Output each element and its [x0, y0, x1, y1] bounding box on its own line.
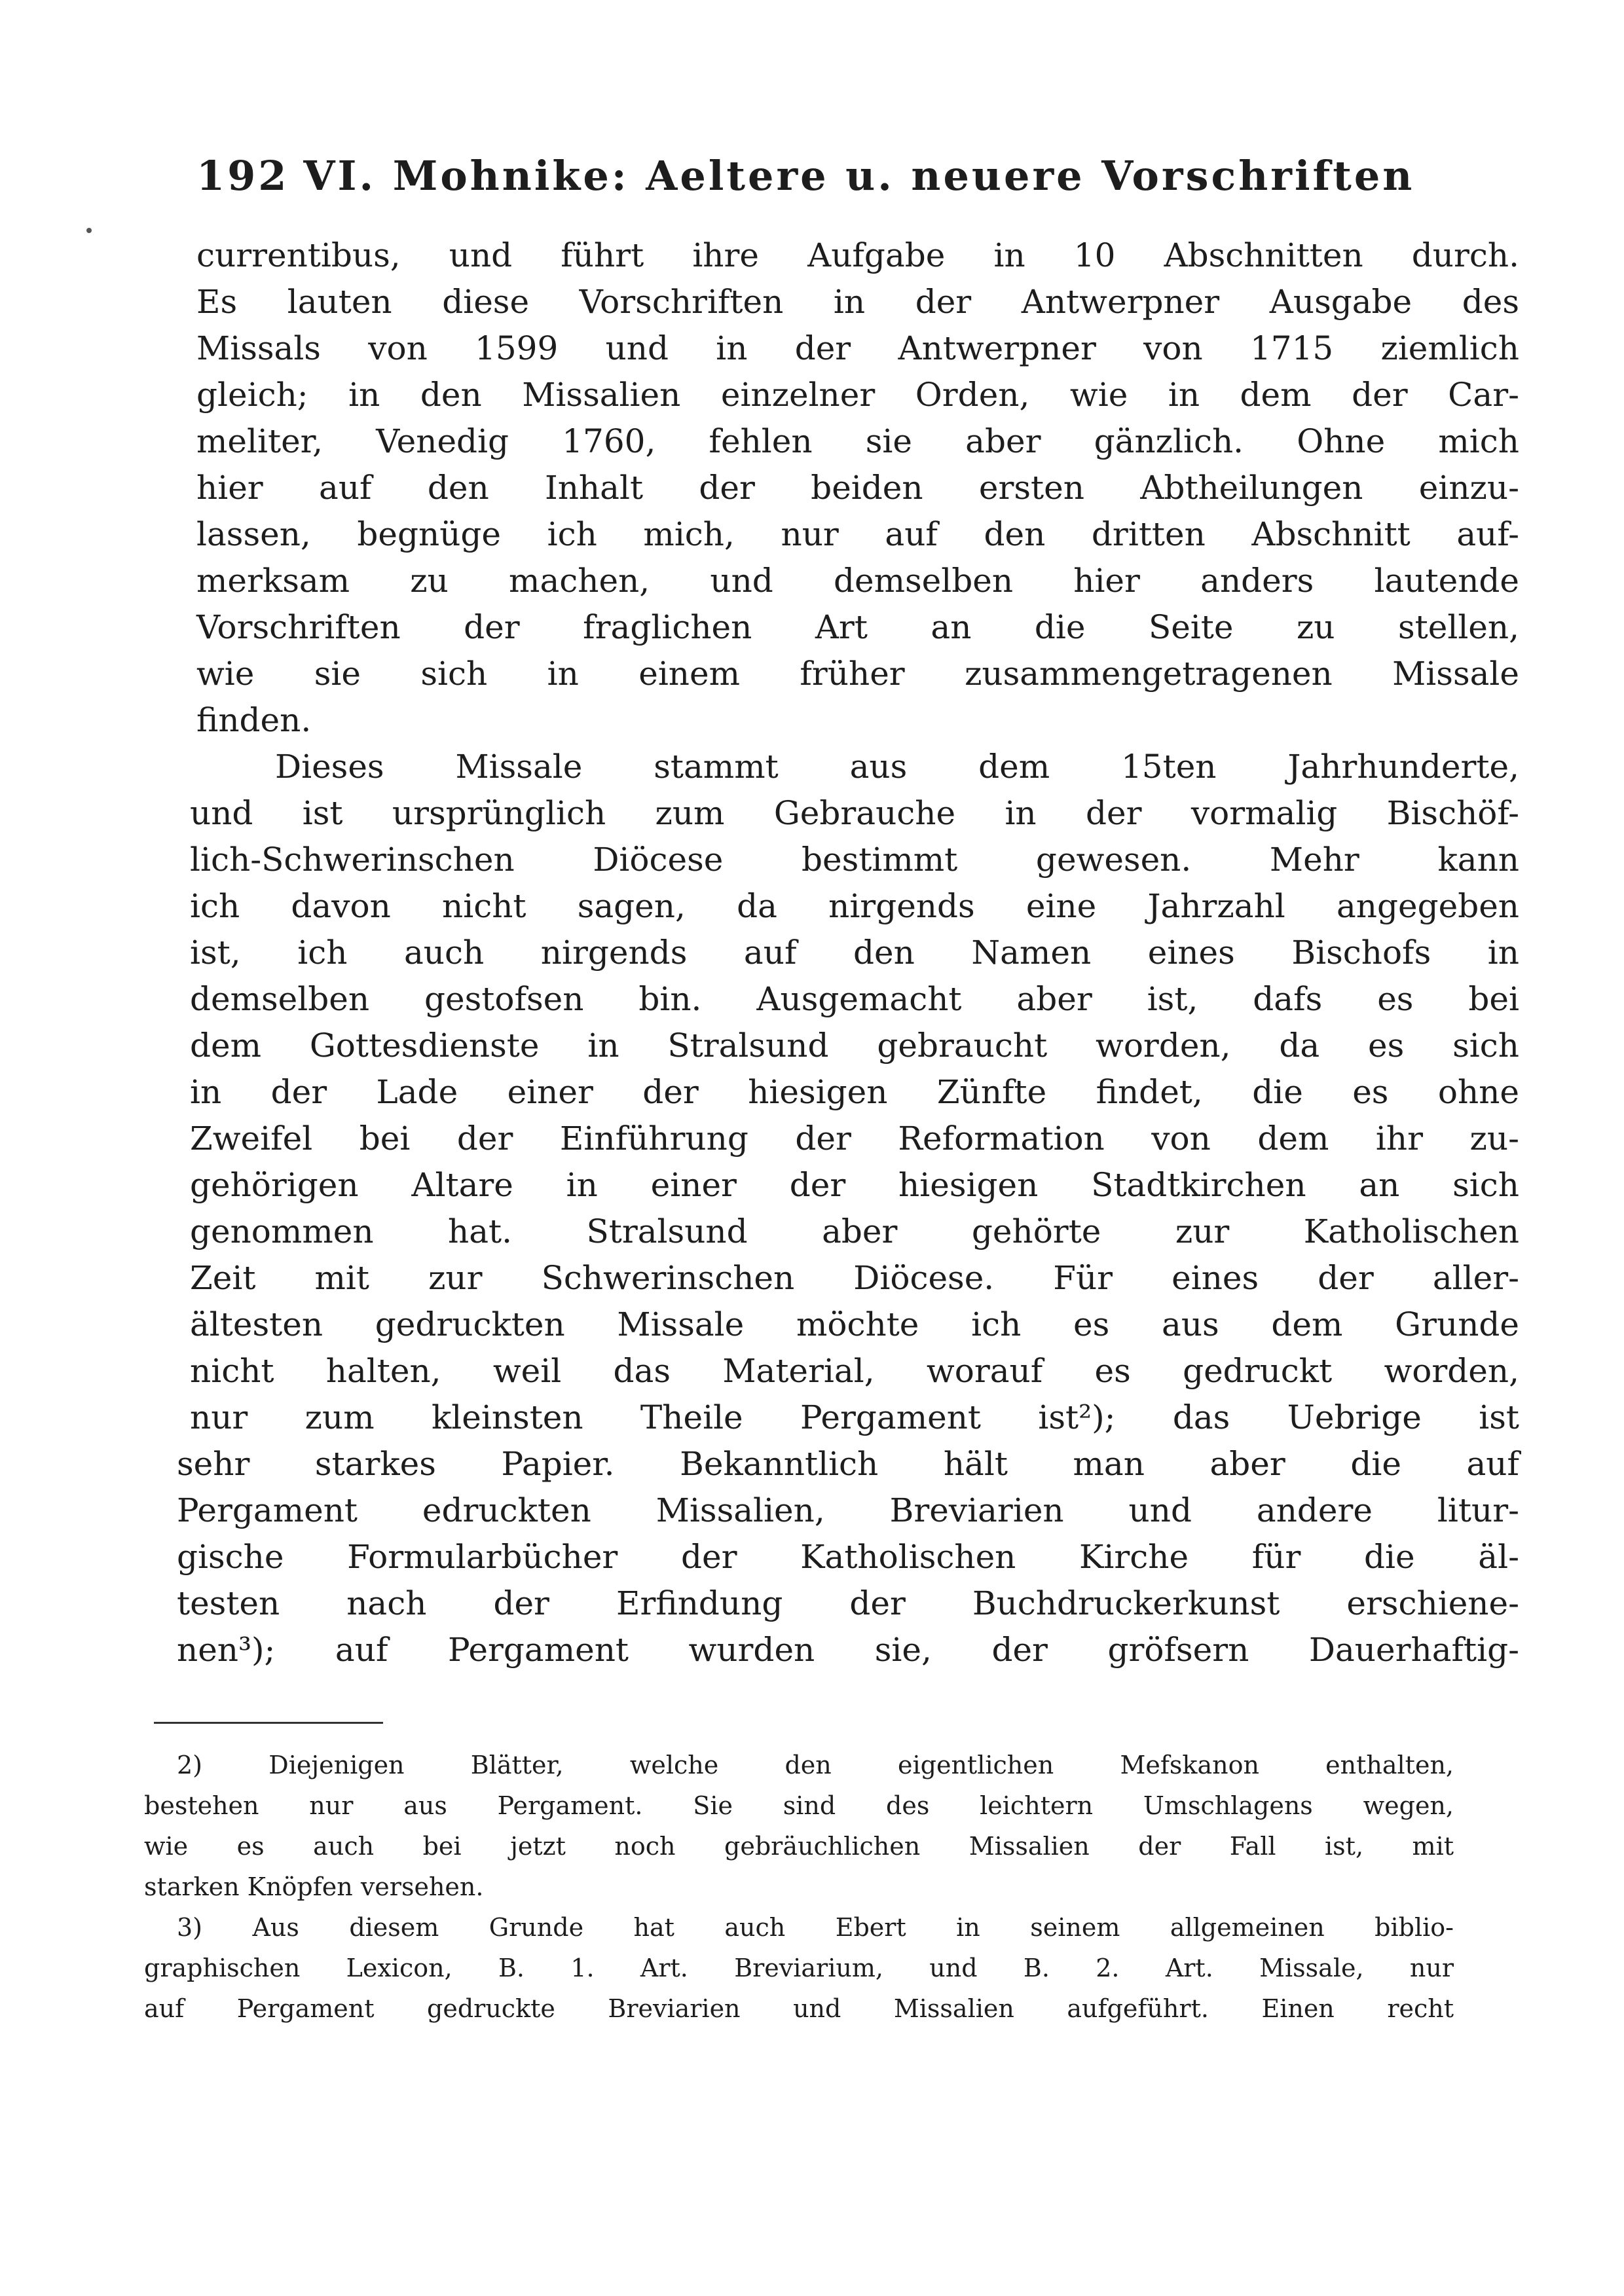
- text-line: meliter, Venedig 1760, fehlen sie aber gänzlich. Ohne mich: [196, 422, 1519, 460]
- text-line: ältesten gedruckten Missale möchte ich es aus dem Grunde: [190, 1305, 1519, 1343]
- text-line: testen nach der Erfindung der Buchdruckerkunst erschiene-: [177, 1584, 1519, 1622]
- footnote-line: 3) Aus diesem Grunde hat auch Ebert in seinem allgemeinen biblio-: [177, 1913, 1454, 1942]
- body-text: [177, 232, 1519, 1673]
- text-line: und ist ursprünglich zum Gebrauche in der vormalig Bischöf-: [190, 794, 1519, 832]
- text-line: genommen hat. Stralsund aber gehörte zur Katholischen: [190, 1212, 1519, 1250]
- text-line: dem Gottesdienste in Stralsund gebraucht worden, da es sich: [190, 1027, 1519, 1065]
- text-line: in der Lade einer der hiesigen Zünfte findet, die es ohne: [190, 1073, 1519, 1111]
- text-line: nen³); auf Pergament wurden sie, der gröfsern Dauerhaftig-: [177, 1631, 1519, 1669]
- footnotes: [144, 1745, 1454, 2029]
- text-line: lich-Schwerinschen Diöcese bestimmt gewesen. Mehr kann: [190, 841, 1519, 879]
- text-line: nicht halten, weil das Material, worauf es gedruckt worden,: [190, 1352, 1519, 1390]
- text-line: Zeit mit zur Schwerinschen Diöcese. Für eines der aller-: [190, 1259, 1519, 1297]
- footnote-line: wie es auch bei jetzt noch gebräuchlichen Missalien der Fall ist, mit: [144, 1832, 1454, 1861]
- text-line: nur zum kleinsten Theile Pergament ist²); das Uebrige ist: [190, 1398, 1519, 1436]
- text-line: sehr starkes Papier. Bekanntlich hält man aber die auf: [177, 1445, 1519, 1483]
- text-line: demselben gestofsen bin. Ausgemacht aber ist, dafs es bei: [190, 980, 1519, 1018]
- footnote-separator: [154, 1722, 383, 1724]
- text-line: Zweifel bei der Einführung der Reformation von dem ihr zu-: [190, 1120, 1519, 1157]
- text-line: gehörigen Altare in einer der hiesigen Stadtkirchen an sich: [190, 1166, 1519, 1204]
- text-line: wie sie sich in einem früher zusammengetragenen Missale: [196, 655, 1519, 693]
- footnote-line: auf Pergament gedruckte Breviarien und Missalien aufgeführt. Einen recht: [144, 1994, 1454, 2023]
- page-number: 192: [196, 152, 289, 200]
- running-title: VI. Mohnike: Aeltere u. neuere Vorschriften: [303, 152, 1415, 200]
- text-line: hier auf den Inhalt der beiden ersten Abtheilungen einzu-: [196, 469, 1519, 507]
- footnote-line: starken Knöpfen versehen.: [144, 1872, 484, 1901]
- text-line: Missals von 1599 und in der Antwerpner von 1715 ziemlich: [196, 329, 1519, 367]
- text-line: finden.: [196, 701, 312, 739]
- running-header: [196, 152, 1519, 200]
- text-line: merksam zu machen, und demselben hier anders lautende: [196, 562, 1519, 600]
- footnote-line: 2) Diejenigen Blätter, welche den eigentlichen Mefskanon enthalten,: [177, 1751, 1454, 1779]
- text-line: gische Formularbücher der Katholischen Kirche für die äl-: [177, 1538, 1519, 1576]
- paragraph-start-line: Dieses Missale stammt aus dem 15ten Jahrhunderte,: [275, 748, 1519, 786]
- text-line: Es lauten diese Vorschriften in der Antwerpner Ausgabe des: [196, 283, 1519, 321]
- footnote-line: graphischen Lexicon, B. 1. Art. Breviarium, und B. 2. Art. Missale, nur: [144, 1954, 1454, 1982]
- text-line: Pergament edruckten Missalien, Breviarien und andere litur-: [177, 1491, 1519, 1529]
- text-line: currentibus, und führt ihre Aufgabe in 10 Abschnitten durch.: [196, 236, 1519, 274]
- text-line: ich davon nicht sagen, da nirgends eine Jahrzahl angegeben: [190, 887, 1519, 925]
- text-line: Vorschriften der fraglichen Art an die Seite zu stellen,: [196, 608, 1519, 646]
- footnote-line: bestehen nur aus Pergament. Sie sind des leichtern Umschlagens wegen,: [144, 1791, 1454, 1820]
- text-line: lassen, begnüge ich mich, nur auf den dritten Abschnitt auf-: [196, 515, 1519, 553]
- margin-speck: [86, 228, 92, 233]
- text-line: gleich; in den Missalien einzelner Orden, wie in dem der Car-: [196, 376, 1519, 414]
- text-line: ist, ich auch nirgends auf den Namen eines Bischofs in: [190, 934, 1519, 972]
